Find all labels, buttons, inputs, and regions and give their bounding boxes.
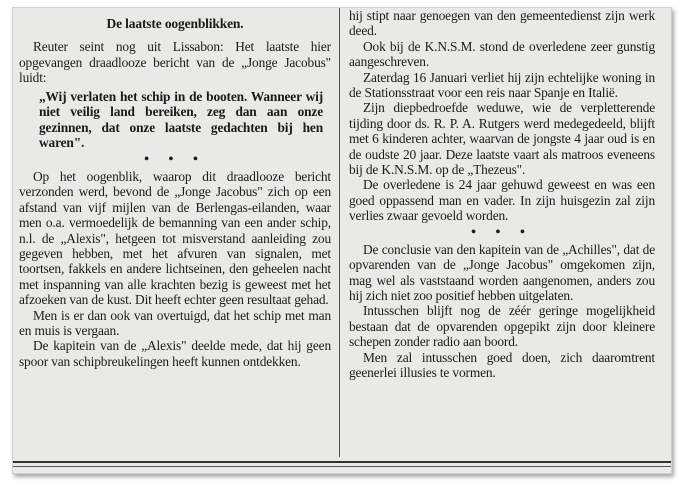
- radio-message-quote: „Wij verlaten het schip in de booten. Wanneer wij niet veilig land bereiken, zeg dan aan onze gezinnen, dat onze laatste gedachten bij hen waren".: [39, 88, 323, 151]
- paragraph-departure: Zaterdag 16 Januari verliet hij zijn echtelijke woning in de Stationsstraat voor een reis naar Spanje en Italië.: [349, 69, 655, 101]
- section-divider-stars: • • •: [144, 152, 206, 167]
- column-divider: [339, 8, 340, 457]
- bottom-rule-thin: [13, 466, 671, 467]
- paragraph-search: Op het oogenblik, waarop dit draadlooze bericht verzonden werd, bevond de „Jonge Jacobus" zich op een afstand van vijf mijlen van de Berlengas-eilanden, waar men o.a. vermoedelijk de bemanning van een ander schip, n.l. de „Alexis", hetgeen tot misverstand aanleiding zou gegeven hebben, met het afvuren van signalen, met toortsen, fakkels en andere lichtseinen, den geheelen nacht met inspanning van alle krachten bezig is geweest met het afzoeken van de kust. Dit heeft echter geen resultaat gehad.: [19, 169, 331, 308]
- paragraph-knsm: Ook bij de K.N.S.M. stond de overledene zeer gunstig aangeschreven.: [349, 38, 655, 70]
- paragraph-conviction: Men is er dan ook van overtuigd, dat het schip met man en muis is vergaan.: [19, 307, 331, 339]
- paragraph-widow: Zijn diepbedroefde weduwe, wie de verpletterende tijding door ds. R. P. A. Rutgers werd medegedeeld, blijft met 6 kinderen achter, waarvan de jongste 4 jaar oud is en de oudste 20 jaar. Deze laatste vaart als matroos eveneens bij de K.N.S.M. op de „Thezeus".: [349, 100, 655, 178]
- right-column: [349, 8, 655, 457]
- article-headline: De laatste oogenblikken.: [106, 16, 244, 31]
- paragraph-conclusion: De conclusie van den kapitein van de „Achilles", dat de opvarenden van de „Jonge Jacobus" omgekomen zijn, mag wel als vaststaand worden aangenomen, anders zou hij zich niet zoo positief hebben uitgelaten.: [349, 241, 655, 303]
- paragraph-illusions: Men zal intusschen goed doen, zich daaromtrent geenerlei illusies te vormen.: [349, 349, 655, 380]
- paragraph-alexis-captain: De kapitein van de „Alexis" deelde mede, dat hij geen spoor van schipbreukelingen heeft kunnen ontdekken.: [19, 338, 331, 369]
- bottom-rule: [13, 461, 671, 463]
- newspaper-clipping: [12, 7, 672, 474]
- section-divider-stars-right: • • •: [471, 224, 533, 240]
- paragraph-married: De overledene is 24 jaar gehuwd geweest en was een goed oppassend man en vader. In zijn huisgezin zal zijn verlies zwaar gevoeld worden.: [349, 177, 655, 224]
- left-column: [19, 8, 331, 457]
- paragraph-possibility: Intusschen blijft nog de zéér geringe mogelijkheid bestaan dat de opvarenden opgepikt zijn door kleinere schepen zonder radio aan boord.: [349, 303, 655, 350]
- paragraph-continuation: hij stipt naar genoegen van den gemeentedienst zijn werk deed.: [349, 8, 655, 39]
- paragraph-reuter: Reuter seint nog uit Lissabon: Het laatste hier opgevangen draadlooze bericht van de „Jonge Jacobus" luidt:: [19, 39, 331, 86]
